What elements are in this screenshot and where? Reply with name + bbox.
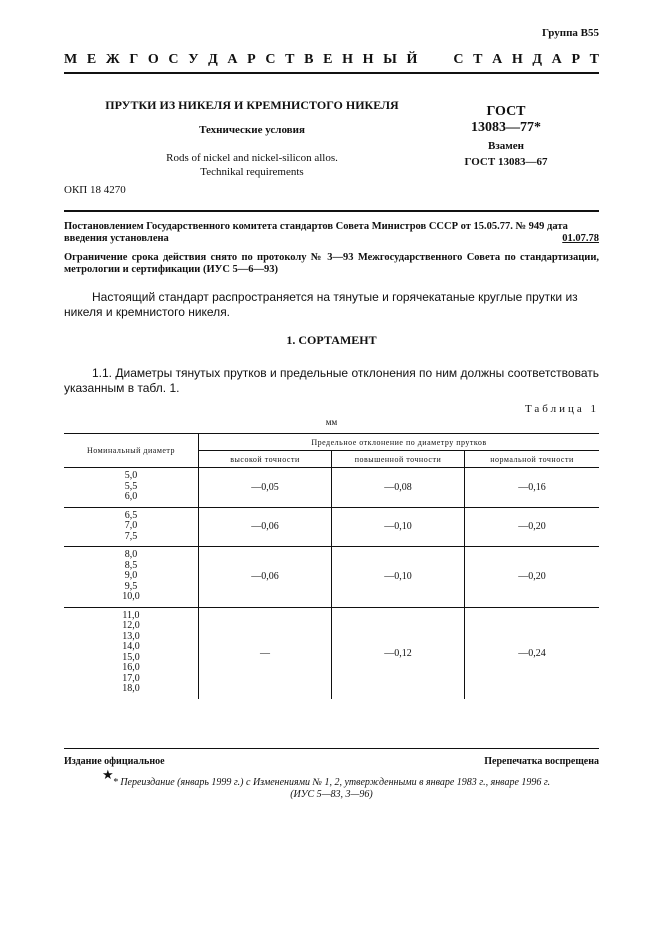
banner-letter: А — [227, 52, 238, 67]
deviation-increased-cell: —0,12 — [332, 607, 465, 699]
banner-letter: А — [551, 52, 562, 67]
footer-rule — [64, 748, 599, 749]
banner-letter: Т — [589, 52, 599, 67]
banner-letter: Т — [285, 52, 295, 67]
banner-letter: С — [453, 52, 464, 67]
banner-letter: Д — [532, 52, 543, 67]
reissue-note — [64, 777, 599, 801]
english-title-line1: Rods of nickel and nickel-silicon allos. — [166, 152, 338, 164]
diameter-cell — [64, 468, 199, 508]
group-code: Группа В55 — [541, 27, 599, 39]
diameter-value: 18,0 — [122, 683, 140, 694]
deviation-normal-cell: —0,20 — [465, 547, 600, 608]
header-deviation: Предельное отклонение по диаметру прутков — [199, 434, 600, 451]
intro-paragraph: Настоящий стандарт распространяется на тянутые и горячекатаные круглые прутки из никеля и кремнистого никеля. — [64, 290, 578, 319]
official-edition: Издание официальное — [64, 756, 165, 767]
header-increased: повышенной точности — [332, 451, 465, 468]
deviation-normal-cell: —0,16 — [465, 468, 600, 508]
standard-banner — [64, 52, 599, 68]
document-title: ПРУТКИ ИЗ НИКЕЛЯ И КРЕМНИСТОГО НИКЕЛЯ — [105, 98, 399, 112]
banner-letter: Е — [323, 52, 333, 67]
diameter-value: 12,0 — [122, 620, 140, 631]
header-normal: нормальной точности — [465, 451, 600, 468]
banner-letter: М — [64, 52, 78, 67]
document-subtitle: Технические условия — [199, 124, 305, 136]
banner-letter: Й — [406, 52, 418, 67]
banner-letter: Р — [571, 52, 580, 67]
banner-letter: А — [492, 52, 503, 67]
diameter-value: 6,0 — [124, 491, 138, 502]
banner-letter: С — [265, 52, 276, 67]
table-row — [64, 468, 599, 508]
header-high: высокой точности — [199, 451, 332, 468]
diameter-value: 15,0 — [122, 651, 140, 663]
diameter-cell — [64, 547, 199, 608]
banner-letter: В — [304, 52, 314, 67]
table-row — [64, 547, 599, 608]
banner-letter: Н — [342, 52, 353, 67]
diameter-value: 8,0 — [124, 549, 138, 560]
resolution-date: 01.07.78 — [562, 233, 599, 244]
deviation-increased-cell: —0,08 — [332, 468, 465, 508]
deviation-increased-cell: —0,10 — [332, 507, 465, 547]
diameter-cell — [64, 607, 199, 699]
banner-letter: Е — [86, 52, 97, 67]
star-icon: ★ — [102, 767, 114, 782]
banner-letter: Т — [473, 52, 483, 67]
gost-block — [446, 104, 566, 170]
banner-letter: О — [147, 52, 159, 67]
deviation-normal-cell: —0,24 — [465, 607, 600, 699]
diameter-value: 9,0 — [124, 570, 138, 581]
table-row — [64, 507, 599, 547]
clause-paragraph: 1.1. Диаметры тянутых прутков и предельные отклонения по ним должны соответствовать указанным в табл. 1. — [64, 366, 599, 395]
deviation-table — [64, 433, 599, 699]
deviation-high-cell: —0,05 — [199, 468, 332, 508]
banner-letter: Г — [129, 52, 139, 67]
diameter-value: 16,0 — [122, 662, 140, 673]
english-title — [64, 151, 440, 179]
banner-letter — [440, 52, 444, 68]
banner-rule — [64, 72, 599, 74]
banner-letter: Ж — [105, 52, 120, 67]
banner-letter: Ы — [383, 52, 397, 67]
diameter-value: 6,5 — [124, 509, 138, 521]
diameter-value: 11,0 — [122, 609, 140, 621]
diameter-value: 7,5 — [124, 530, 138, 542]
deviation-high-cell: —0,06 — [199, 507, 332, 547]
diameter-value: 13,0 — [122, 630, 140, 642]
reissue-note-line1: * Переиздание (январь 1999 г.) с Изменениями № 1, 2, утвержденными в январе 1983 г., январе 1996 г. — [112, 777, 551, 788]
reprint-prohibited: Перепечатка воспрещена — [484, 756, 599, 767]
resolution-text — [64, 221, 599, 245]
banner-letter: У — [188, 52, 199, 67]
resolution-body: Постановлением Государственного комитета стандартов Совета Министров СССР от 15.05.77. № 949 дата введения установлена — [64, 221, 568, 244]
gost-label: ГОСТ — [486, 104, 526, 119]
deviation-high-cell: — — [199, 607, 332, 699]
banner-letter: Д — [208, 52, 218, 67]
gost-number: 13083—77* — [471, 120, 541, 135]
banner-letter: Н — [362, 52, 374, 67]
table-row — [64, 607, 599, 699]
replaces-standard: ГОСТ 13083—67 — [464, 156, 548, 168]
diameter-value: 10,0 — [122, 591, 140, 602]
header-rule — [64, 210, 599, 212]
banner-letter — [427, 52, 431, 68]
diameter-value: 14,0 — [122, 641, 140, 652]
diameter-value: 5,5 — [124, 480, 138, 492]
header-diameter: Номинальный диаметр — [64, 434, 199, 468]
deviation-normal-cell: —0,20 — [465, 507, 600, 547]
deviation-high-cell: —0,06 — [199, 547, 332, 608]
table-unit: мм — [325, 417, 338, 427]
diameter-value: 7,0 — [124, 520, 138, 531]
limitation-text: Ограничение срока действия снято по протоколу № 3—93 Межгосударственного Совета по стандартизации, метрологии и сертификации (ИУС 5—6—93) — [64, 252, 599, 275]
section-title: 1. СОРТАМЕНТ — [286, 333, 377, 347]
diameter-cell — [64, 507, 199, 547]
banner-letter: Р — [247, 52, 256, 67]
reissue-note-line2: (ИУС 5—83, 3—96) — [290, 789, 373, 800]
banner-letter: С — [168, 52, 179, 67]
diameter-value: 9,5 — [124, 580, 138, 592]
english-title-line2: Technikal requirements — [200, 166, 304, 178]
diameter-value: 8,5 — [124, 559, 138, 571]
banner-letter: Н — [511, 52, 523, 67]
deviation-increased-cell: —0,10 — [332, 547, 465, 608]
diameter-value: 17,0 — [122, 672, 140, 684]
okp-code: ОКП 18 4270 — [64, 184, 126, 196]
replaces-label: Взамен — [488, 140, 524, 152]
table-label: Таблица 1 — [524, 403, 599, 415]
diameter-value: 5,0 — [124, 470, 138, 481]
